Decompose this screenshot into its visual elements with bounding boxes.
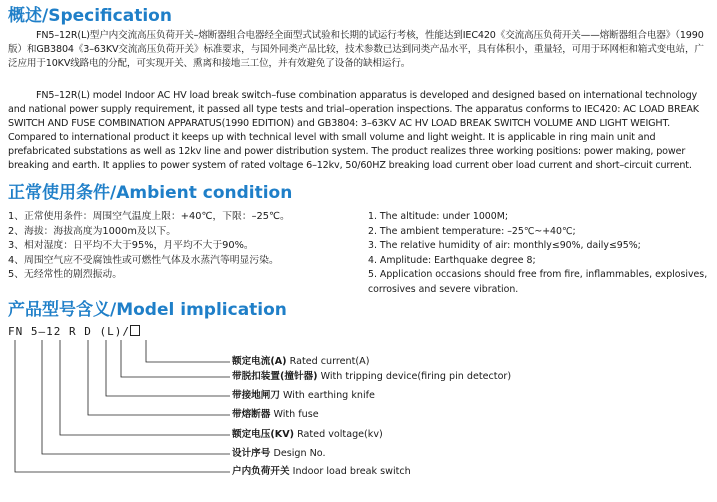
list-item: 2、海拔：海拔高度为1000m及以下。 — [8, 225, 177, 237]
list-item: 1、正常使用条件：周围空气温度上限：+40℃，下限：–25℃。 — [8, 211, 290, 222]
list-item: 4、周围空气应不受腐蚀性或可燃性气体及水蒸汽等明显污染。 — [8, 254, 279, 266]
specification-heading: 概述/Specification — [8, 6, 172, 26]
list-item: 3. The relative humidity of air: monthly≤90%, daily≤95%; — [368, 240, 641, 251]
list-item: 1. The altitude: under 1000M; — [368, 211, 508, 222]
model-code-prefix: FN 5–12 R D (L)/ — [8, 325, 130, 338]
model-implication-heading: 产品型号含义/Model implication — [8, 300, 287, 320]
legend-rated-current: 额定电流(A) Rated current(A) — [232, 356, 370, 367]
specification-zh-text: FN5–12R(L)型户内交流高压负荷开关–熔断器组合电器经全面型式试验和长期的试运行考核，性能达到IEC420《交流高压负荷开关——熔断器组合电器》（1990版）和GB3804《3–63KV交流高压负荷开关》标准要求，与国外同类产品比较，技术参数已达到同类产品水平，具有体积小，重量轻，可用于环网柜和箱式变电站，广泛应用于10KV线路电的分配，可实现开关、熏离和接地三工位，并有效避免了设备的缺相运行。 — [8, 30, 704, 69]
ambient-condition-heading: 正常使用条件/Ambient condition — [8, 183, 293, 203]
legend-earthing-knife: 带接地闸刀 With earthing knife — [232, 390, 375, 401]
legend-design-no: 设计序号 Design No. — [232, 448, 326, 459]
specification-en-text: FN5–12R(L) model Indoor AC HV load break switch–fuse combination apparatus is developed and designed based on international technology and national power supply requirement, it passed all type tests and trial–operation inspections. The apparatus conforms to IEC420: AC LOAD BREAK SWITCH AND FUSE COMBINATION APPARATUS(1990 EDITION) and GB3804: 3–63KV AC HV LOAD BREAK SWITCH VOLUME AND LIGHT WEIGHT. Compared to international product it keeps up with technical level with small volume and light weight. It is applicable in ring main unit and prefabricated substations as well as 12kv line and power distribution system. The product realizes three working positions: power making, power breaking and earth. It applies to power system of rated voltage 6–12kv, 50/60HZ breaking load current ober load current and short–circuit current. — [8, 90, 699, 171]
legend-rated-voltage: 额定电压(KV) Rated voltage(kv) — [232, 429, 383, 440]
legend-indoor-switch: 户内负荷开关 Indoor load break switch — [232, 466, 411, 477]
list-item: 2. The ambient temperature: –25℃~+40℃; — [368, 225, 576, 237]
legend-tripping-device: 带脱扣装置(撞针器) With tripping device(firing pin detector) — [232, 371, 512, 382]
list-item: corrosives and severe vibration. — [368, 283, 519, 295]
list-item: 3、相对湿度：日平均不大于95%，月平均不大于90%。 — [8, 240, 254, 251]
legend-fuse: 带熔断器 With fuse — [232, 409, 319, 420]
list-item: 5、无经常性的剧烈振动。 — [8, 269, 122, 280]
list-item: 5. Application occasions should free from fire, inflammables, explosives, — [368, 269, 708, 280]
list-item: 4. Amplitude: Earthquake degree 8; — [368, 254, 536, 266]
